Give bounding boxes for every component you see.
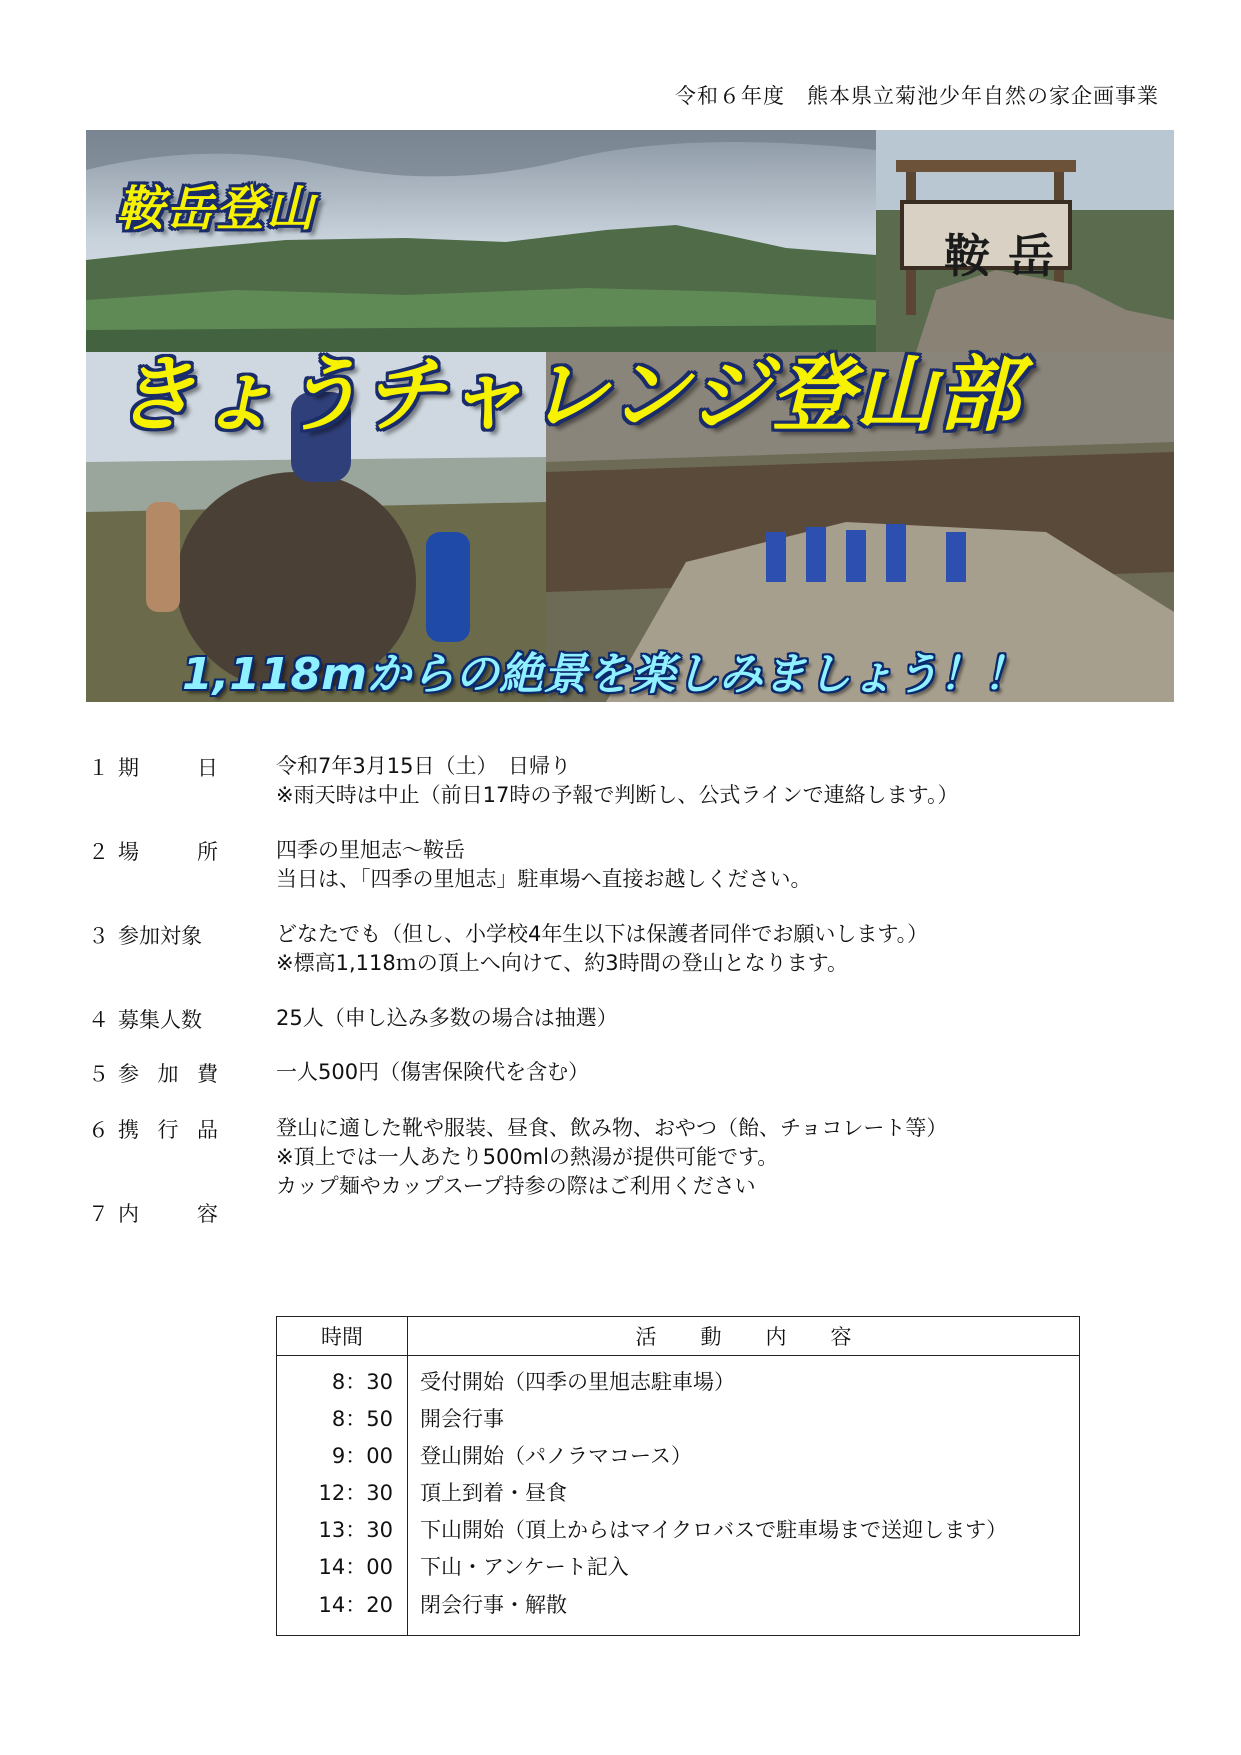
detail-value: 令和7年3月15日（土） 日帰り ※雨天時は中止（前日17時の予報で判断し、公式ラインで連絡します。） xyxy=(276,754,959,807)
schedule-time: 9：00 xyxy=(277,1436,408,1473)
detail-number: １ xyxy=(88,756,109,780)
detail-number: ３ xyxy=(88,924,109,948)
detail-number: ７ xyxy=(88,1202,109,1226)
schedule-row xyxy=(277,1399,1080,1436)
schedule-time: 12：30 xyxy=(277,1473,408,1510)
detail-number: ６ xyxy=(88,1118,109,1142)
schedule-table xyxy=(276,1316,1080,1636)
schedule-activity: 登山開始（パノラマコース） xyxy=(408,1436,1080,1473)
banner-sub-title: 鞍岳登山 xyxy=(116,181,317,237)
hero-banner xyxy=(86,130,1174,702)
schedule-header-row xyxy=(277,1317,1080,1356)
banner-tagline: 1,118mからの絶景を楽しみましょう！！ xyxy=(182,649,1028,700)
schedule-time: 14：00 xyxy=(277,1547,408,1584)
mountain-photo xyxy=(86,130,876,352)
schedule-activity: 下山開始（頂上からはマイクロバスで駐車場まで送迎します） xyxy=(408,1510,1080,1547)
schedule-time: 8：50 xyxy=(277,1399,408,1436)
schedule-row xyxy=(277,1547,1080,1584)
schedule-activity: 開会行事 xyxy=(408,1399,1080,1436)
detail-value: 一人500円（傷害保険代を含む） xyxy=(276,1060,590,1084)
detail-label: 期 日 xyxy=(118,756,218,780)
detail-value: 25人（申し込み多数の場合は抽選） xyxy=(276,1006,618,1030)
detail-label: 募集人数 xyxy=(118,1008,202,1032)
detail-value: 四季の里旭志～鞍岳 当日は、「四季の里旭志」駐車場へ直接お越しください。 xyxy=(276,838,812,891)
banner-main-title: きょうチャレンジ登山部 xyxy=(114,348,1021,443)
schedule-activity: 頂上到着・昼食 xyxy=(408,1473,1080,1510)
detail-number: ２ xyxy=(88,840,109,864)
detail-label: 場 所 xyxy=(118,840,218,864)
detail-value: どなたでも（但し、小学校4年生以下は保護者同伴でお願いします。） ※標高1,118ｍの頂上へ向けて、約3時間の登山となります。 xyxy=(276,922,929,975)
detail-label: 内 容 xyxy=(118,1202,218,1226)
schedule-activity: 下山・アンケート記入 xyxy=(408,1547,1080,1584)
schedule-row xyxy=(277,1436,1080,1473)
schedule-time: 14：20 xyxy=(277,1584,408,1636)
schedule-row xyxy=(277,1584,1080,1636)
schedule-activity: 受付開始（四季の里旭志駐車場） xyxy=(408,1356,1080,1400)
detail-number: ５ xyxy=(88,1062,109,1086)
detail-number: ４ xyxy=(88,1008,109,1032)
schedule-row xyxy=(277,1510,1080,1547)
detail-value: 登山に適した靴や服装、昼食、飲み物、おやつ（飴、チョコレート等） ※頂上では一人あたり500mlの熱湯が提供可能です。 カップ麺やカップスープ持参の際はご利用ください xyxy=(276,1116,948,1198)
detail-label: 参 加 費 xyxy=(118,1062,218,1086)
schedule-time: 13：30 xyxy=(277,1510,408,1547)
schedule-header-activity: 活動内容 xyxy=(408,1317,1080,1356)
schedule-activity: 閉会行事・解散 xyxy=(408,1584,1080,1636)
schedule-row xyxy=(277,1356,1080,1400)
summit-sign-text: 鞍岳 xyxy=(944,229,1072,283)
schedule-row xyxy=(277,1473,1080,1510)
schedule-time: 8：30 xyxy=(277,1356,408,1400)
detail-label: 参加対象 xyxy=(118,924,202,948)
detail-label: 携 行 品 xyxy=(118,1118,218,1142)
organizer-line: 令和６年度 熊本県立菊池少年自然の家企画事業 xyxy=(675,84,1159,108)
schedule-header-time: 時間 xyxy=(277,1317,408,1356)
